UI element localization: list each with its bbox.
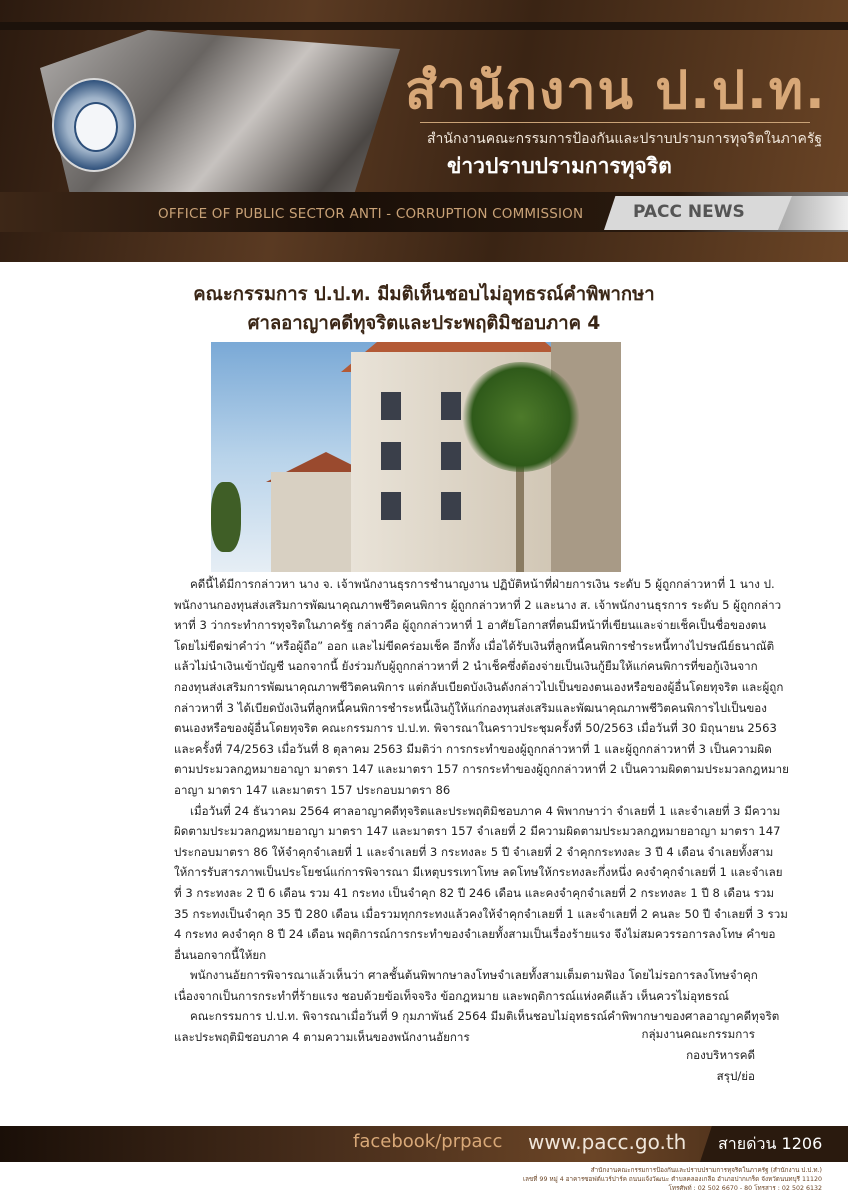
page-header xyxy=(0,0,848,262)
signature-line-1: กลุ่มงานคณะกรรมการ xyxy=(641,1027,755,1041)
pacc-logo-emblem xyxy=(74,102,118,152)
header-section: ข่าวปราบปรามการทุจริต xyxy=(447,154,672,178)
window-image xyxy=(441,492,461,520)
address-line-1: สำนักงานคณะกรรมการป้องกันและปราบปรามการทุจริตในภาครัฐ (สำนักงาน ป.ป.ท.) xyxy=(590,1167,822,1174)
article-paragraph-3: พนักงานอัยการพิจารณาแล้วเห็นว่า ศาลชั้นต้นพิพากษาลงโทษจำเลยทั้งสามเต็มตามฟ้อง โดยไม่รอการลงโทษจำคุก เนื่องจากเป็นการกระทำที่ร้ายแรง ชอบด้วยข้อเท็จจริง ข้อกฎหมาย และพฤติการณ์แห่งคดีแล้ว เห็นควรไม่อุทธรณ์ xyxy=(174,968,758,1003)
header-title: สำนักงาน ป.ป.ท. xyxy=(405,61,827,121)
signature-line-3: สรุป/ย่อ xyxy=(716,1069,755,1083)
window-image xyxy=(381,392,401,420)
article-paragraph-2: เมื่อวันที่ 24 ธันวาคม 2564 ศาลอาญาคดีทุจริตและประพฤติมิชอบภาค 4 พิพากษาว่า จำเลยที่ 1 และจำเลยที่ 3 มีความผิดตามประมวลกฎหมายอาญา มาตรา 147 และมาตรา 157 จำเลยที่ 2 มีความผิดตามประมวลกฎหมายอาญา มาตรา 147 ประกอบมาตรา 86 ให้จำคุกจำเลยที่ 1 และจำเลยที่ 3 กระทงละ 5 ปี จำเลยที่ 2 จำคุกกระทงละ 3 ปี 4 เดือน จำเลยทั้งสามให้การรับสารภาพเป็นประโยชน์แก่การพิจารณา มีเหตุบรรเทาโทษ ลดโทษให้กระทงละกึ่งหนึ่ง คงจำคุกจำเลยที่ 1 และจำเลยที่ 3 กระทงละ 2 ปี 6 เดือน รวม 41 กระทง เป็นจำคุก 82 ปี 246 เดือน และคงจำคุกจำเลยที่ 2 กระทงละ 1 ปี 8 เดือน รวม 35 กระทงเป็นจำคุก 35 ปี 280 เดือน เมื่อรวมทุกกระทงแล้วคงให้จำคุกจำเลยที่ 1 และจำเลยที่ 2 คนละ 50 ปี จำเลยที่ 3 รวม 4 กระทง คงจำคุก 8 ปี 24 เดือน พฤติการณ์การกระทำของจำเลยทั้งสามเป็นเรื่องร้ายแรง จึงไม่สมควรรอการลงโทษ คำขออื่นนอกจากนี้ให้ยก xyxy=(174,803,788,962)
header-subtitle: สำนักงานคณะกรรมการป้องกันและปราบปรามการทุจริตในภาครัฐ xyxy=(427,131,823,147)
article-title-line1: คณะกรรมการ ป.ป.ท. มีมติเห็นชอบไม่อุทธรณ์คำพิพากษา xyxy=(193,284,655,305)
website-link[interactable]: www.pacc.go.th xyxy=(528,1130,687,1154)
article-paragraph-1: คดีนี้ได้มีการกล่าวหา นาง จ. เจ้าพนักงานธุรการชำนาญงาน ปฏิบัติหน้าที่ฝ่ายการเงิน ระดับ 5 ผู้ถูกกล่าวหาที่ 1 นาง ป. พนักงานกองทุนส่งเสริมการพัฒนาคุณภาพชีวิตคนพิการ ผู้ถูกกล่าวหาที่ 2 และนาง ส. เจ้าพนักงานธุรการ ระดับ 5 ผู้ถูกกล่าวหาที่ 3 ว่ากระทำการทุจริตในภาครัฐ กล่าวคือ ผู้ถูกกล่าวหาที่ 1 อาศัยโอกาสที่ตนมีหน้าที่เขียนและจ่ายเช็คเป็นชื่อของตน โดยไม่ขีดฆ่าคำว่า “หรือผู้ถือ” ออก และไม่ขีดคร่อมเช็ค อีกทั้ง เมื่อได้รับเงินที่ลูกหนี้คนพิการชำระหนี้ทางไปรษณีย์ธนาณัติ แล้วไม่นำเงินเข้าบัญชี นอกจากนี้ ยังร่วมกับผู้ถูกกล่าวหาที่ 2 นำเช็คซึ่งต้องจ่ายเป็นเงินกู้ยืมให้แก่คนพิการที่ขอกู้เงินจากกองทุนส่งเสริมการพัฒนาคุณภาพชีวิตคนพิการ แต่กลับเบียดบังเงินดังกล่าวไปเป็นของตนเองหรือของผู้อื่นโดยทุจริต และผู้ถูกกล่าวหาที่ 3 ได้เบียดบังเงินที่ลูกหนี้คนพิการชำระหนี้เงินกู้ให้แก่กองทุนส่งเสริมและพัฒนาคุณภาพชีวิตคนพิการไปเป็นของตนเองหรือของผู้อื่นโดยทุจริต คณะกรรมการ ป.ป.ท. พิจารณาในคราวประชุมครั้งที่ 50/2563 เมื่อวันที่ 30 มิถุนายน 2563 และครั้งที่ 74/2563 เมื่อวันที่ 8 ตุลาคม 2563 มีมติว่า การกระทำของผู้ถูกกล่าวหาที่ 1 และผู้ถูกกล่าวหาที่ 3 เป็นความผิดตามประมวลกฎหมายอาญา มาตรา 147 และมาตรา 157 การกระทำของผู้ถูกกล่าวหาที่ 2 เป็นความผิดตามประมวลกฎหมายอาญา มาตรา 147 และมาตรา 157 ประกอบมาตรา 86 xyxy=(174,577,789,797)
article-title-line2: ศาลอาญาคดีทุจริตและประพฤติมิชอบภาค 4 xyxy=(247,313,601,334)
address-line-3: โทรศัพท์ : 02 502 6670 - 80 โทรสาร : 02 502 6132 xyxy=(668,1185,822,1192)
pacc-news-badge: PACC NEWS xyxy=(633,202,745,222)
article-paragraph-4: คณะกรรมการ ป.ป.ท. พิจารณาเมื่อวันที่ 9 กุมภาพันธ์ 2564 มีมติเห็นชอบไม่อุทธรณ์คำพิพากษาของศาลอาญาคดีทุจริตและประพฤติมิชอบภาค 4 ตามความเห็นของพนักงานอัยการ xyxy=(174,1009,780,1045)
address-line-2: เลขที่ 99 หมู่ 4 อาคารซอฟต์แวร์ปาร์ค ถนนแจ้งวัฒนะ ตำบลคลองเกลือ อำเภอปากเกร็ด จังหวัดนนทบุรี 11120 xyxy=(522,1176,822,1183)
header-english-name: OFFICE OF PUBLIC SECTOR ANTI - CORRUPTION COMMISSION xyxy=(158,206,584,222)
palm-tree-image xyxy=(461,362,581,472)
window-image xyxy=(381,492,401,520)
window-image xyxy=(441,392,461,420)
facebook-link[interactable]: facebook/prpacc xyxy=(353,1131,503,1152)
hotline-number: สายด่วน 1206 xyxy=(718,1134,823,1153)
window-image xyxy=(441,442,461,470)
signature-line-2: กองบริหารคดี xyxy=(686,1048,755,1062)
article-photo xyxy=(211,342,621,572)
window-image xyxy=(381,442,401,470)
article-body xyxy=(174,574,789,1048)
header-top-band xyxy=(0,22,848,30)
pacc-logo xyxy=(52,78,136,172)
tree-image xyxy=(211,482,241,552)
